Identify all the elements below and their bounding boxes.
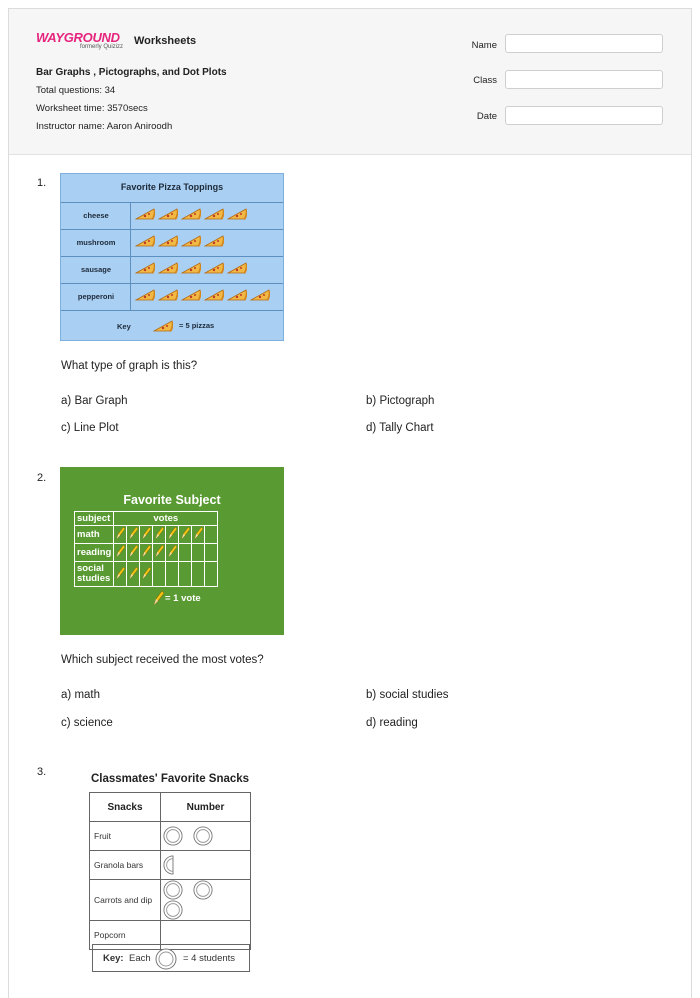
app-title: Worksheets [134,35,197,47]
circle-icon [163,826,183,846]
pizza-row-sausage [61,256,283,284]
total-questions: Total questions: 34 [36,85,116,96]
pencil-icon [141,550,151,561]
q2-option-b-text: social studies [379,689,449,701]
circle-icon [155,948,177,973]
subject-table [74,511,218,587]
snack-row-symbols [161,880,251,921]
votes-header: votes [114,512,218,526]
pizza-slice-icon [158,234,178,253]
snack-row-label: Granola bars [90,851,161,880]
logo-text: WAYGROUND [36,30,120,45]
q1-option-d-letter: d) [366,422,377,434]
vote-cell-filled [192,526,205,544]
snack-row-symbols [161,851,251,880]
class-label: Class [473,75,497,86]
snack-table [89,792,251,950]
q1-option-d-text: Tally Chart [379,422,434,434]
vote-cell-filled [127,562,140,587]
circle-icon [163,880,183,900]
pizza-slice-icon [181,234,201,253]
subject-pictograph [60,467,284,635]
pizza-slice-icon [153,319,173,338]
pizza-slice-icon [135,234,155,253]
worksheet-title: Bar Graphs , Pictographs, and Dot Plots [36,67,227,78]
pizza-slice-icon [250,288,270,307]
vote-cell-filled [114,562,127,587]
vote-cell-filled [166,526,179,544]
vote-cell-filled [127,544,140,562]
logo-subtitle: formerly Quizizz [80,44,124,50]
q2-option-b[interactable] [366,689,448,701]
vote-cell-empty [205,526,218,544]
q1-option-c[interactable] [61,422,119,434]
snacks-header: Snacks [90,793,161,822]
pizza-row-mushroom [61,229,283,257]
pencil-icon [167,532,177,543]
snack-row-symbols [161,822,251,851]
q2-option-c-text: science [73,717,113,729]
snack-row-label: Fruit [90,822,161,851]
pizza-key-text: = 5 pizzas [179,321,215,330]
class-field[interactable] [505,70,663,89]
snack-key [92,944,250,972]
vote-cell-filled [140,526,153,544]
vote-cell-empty [179,562,192,587]
instructor-name: Instructor name: Aaron Aniroodh [36,121,173,132]
subject-row [75,526,218,544]
pencil-icon [141,572,151,583]
vote-cell-filled [127,526,140,544]
vote-cell-filled [179,526,192,544]
snack-row [90,822,251,851]
q1-option-a-letter: a) [61,395,72,407]
subject-row-label [75,526,114,544]
pencil-icon [180,532,190,543]
date-field[interactable] [505,106,663,125]
half-circle-icon [163,855,183,875]
pencil-icon [193,532,203,543]
q1-option-a[interactable] [61,395,128,407]
q2-option-a-text: math [74,689,101,701]
pizza-slice-icon [135,207,155,226]
q2-option-d[interactable] [366,717,418,729]
question-2-number: 2. [37,472,47,484]
pencil-icon [115,532,125,543]
vote-cell-empty [192,562,205,587]
pizza-slice-icon [181,261,201,280]
subject-key-text: = 1 vote [165,593,201,604]
question-1-number: 1. [37,177,47,189]
vote-cell-filled [166,544,179,562]
vote-cell-filled [140,544,153,562]
pizza-row-label: mushroom [76,238,116,247]
q2-option-a[interactable] [61,689,100,701]
vote-cell-empty [166,562,179,587]
question-2-text: Which subject received the most votes? [61,654,264,666]
pizza-row-label: pepperoni [77,292,115,301]
vote-cell-empty [153,562,166,587]
pizza-row-label: sausage [80,265,112,274]
snack-key-bold: Key: [103,953,124,964]
q2-option-b-letter: b) [366,689,377,701]
pencil-icon [152,590,164,611]
snack-row [90,880,251,921]
snack-row-label: Popcorn [90,921,161,950]
pizza-key-row [61,310,283,342]
subject-label-text: math [77,529,100,540]
vote-cell-empty [205,544,218,562]
pencil-icon [167,550,177,561]
circle-icon [193,880,213,900]
snack-row [90,851,251,880]
q2-option-d-letter: d) [366,717,377,729]
vote-cell-empty [179,544,192,562]
worksheet-page [8,8,692,998]
pencil-icon [115,572,125,583]
pizza-slice-icon [204,234,224,253]
q1-option-b-letter: b) [366,395,377,407]
name-field[interactable] [505,34,663,53]
pizza-pictograph [60,173,284,341]
snack-key-each: Each [129,953,151,964]
pencil-icon [141,532,151,543]
subject-row [75,544,218,562]
pizza-chart-title: Favorite Pizza Toppings [120,182,224,192]
pizza-slice-icon [181,207,201,226]
vote-cell-filled [114,544,127,562]
worksheet-time: Worksheet time: 3570secs [36,103,148,114]
vote-cell-filled [140,562,153,587]
snack-row-label: Carrots and dip [90,880,161,921]
name-label: Name [471,40,497,51]
vote-cell-empty [205,562,218,587]
snack-key-value: = 4 students [183,953,236,964]
pencil-icon [154,550,164,561]
pizza-slice-icon [204,261,224,280]
q1-option-a-text: Bar Graph [74,395,128,407]
pizza-slice-icon [227,261,247,280]
pizza-row-label: cheese [83,211,109,220]
pizza-slice-icon [227,207,247,226]
pencil-icon [128,572,138,583]
pizza-slice-icon [158,207,178,226]
subject-label-line2: studies [77,573,111,584]
q1-option-c-letter: c) [61,422,71,434]
subject-header: subject [75,512,114,526]
q1-option-b-text: Pictograph [379,395,435,407]
pizza-slice-icon [204,207,224,226]
subject-label-line1: social [77,563,104,574]
pencil-icon [128,550,138,561]
question-3-number: 3. [37,766,47,778]
vote-cell-empty [192,544,205,562]
pizza-slice-icon [158,261,178,280]
wayground-logo [36,29,124,50]
worksheet-header [9,9,691,155]
pencil-icon [128,532,138,543]
pizza-slice-icon [227,288,247,307]
circle-icon [163,900,183,920]
snack-chart-title: Classmates' Favorite Snacks [91,773,250,785]
q1-option-c-text: Line Plot [73,422,119,434]
pencil-icon [115,550,125,561]
pizza-slice-icon [135,288,155,307]
pizza-row-pepperoni [61,283,283,311]
q1-option-d[interactable] [366,422,434,434]
pizza-row-cheese [61,202,283,230]
pencil-icon [154,532,164,543]
subject-label-text: reading [77,547,112,558]
q1-option-b[interactable] [366,395,434,407]
q2-option-a-letter: a) [61,689,72,701]
question-1-text: What type of graph is this? [61,360,198,372]
pizza-slice-icon [135,261,155,280]
pizza-slice-icon [204,288,224,307]
subject-chart-title: Favorite Subject [123,493,221,507]
vote-cell-filled [153,544,166,562]
vote-cell-filled [114,526,127,544]
pizza-slice-icon [158,288,178,307]
q2-option-c-letter: c) [61,717,71,729]
pizza-key-label: Key [117,322,131,331]
subject-row-label [75,544,114,562]
pizza-slice-icon [181,288,201,307]
q2-option-c[interactable] [61,717,113,729]
q2-option-d-text: reading [379,717,418,729]
number-header: Number [161,793,251,822]
circle-icon [193,826,213,846]
date-label: Date [476,111,497,122]
subject-row [75,562,218,587]
vote-cell-filled [153,526,166,544]
subject-row-label [75,562,114,587]
